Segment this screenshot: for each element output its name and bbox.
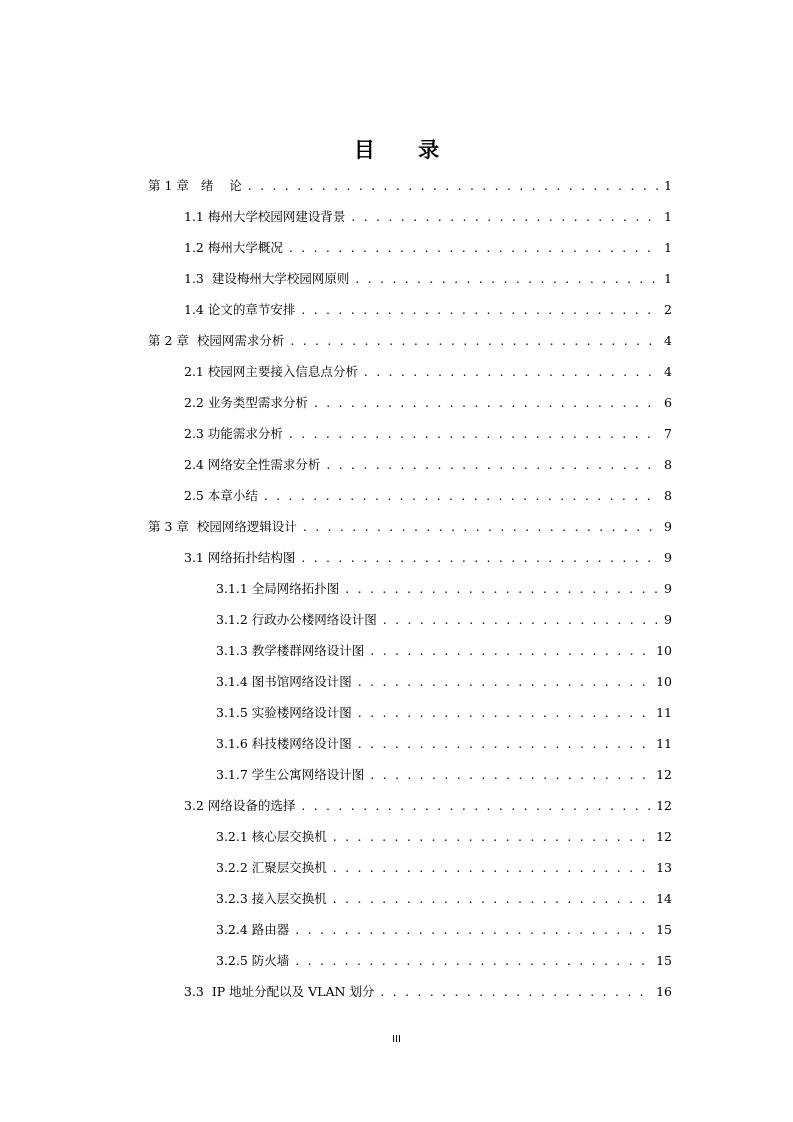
toc-entry[interactable]	[184, 362, 672, 382]
toc-entry[interactable]	[216, 579, 672, 599]
toc-entry[interactable]	[184, 424, 672, 444]
dot-leader	[333, 827, 650, 847]
dot-leader	[358, 703, 650, 723]
toc-entry[interactable]	[216, 703, 672, 723]
toc-entry-page: 6	[664, 395, 672, 410]
dot-leader	[333, 858, 650, 878]
toc-entry-label: 3.2.3 接入层交换机	[216, 891, 327, 906]
toc-entry-page: 11	[656, 705, 672, 720]
toc-entry[interactable]	[148, 176, 672, 196]
toc-entry-page: 9	[664, 519, 672, 534]
dot-leader	[355, 269, 658, 289]
dot-leader	[370, 641, 650, 661]
toc-entry[interactable]	[184, 207, 672, 227]
toc-entry-page: 8	[664, 488, 672, 503]
toc-entry-page: 4	[664, 333, 672, 348]
toc-entry[interactable]	[216, 951, 672, 971]
toc-entry-label: 1.1 梅州大学校园网建设背景	[184, 209, 346, 224]
toc-entry[interactable]	[184, 269, 672, 289]
dot-leader	[345, 579, 658, 599]
toc-entry[interactable]	[216, 920, 672, 940]
toc-entry-label: 3.1.5 实验楼网络设计图	[216, 705, 352, 720]
toc-entry-label: 第 1 章 绪 论	[148, 178, 242, 193]
toc-entry[interactable]	[216, 765, 672, 785]
toc-entry-page: 12	[656, 798, 672, 813]
toc-entry-label: 第 2 章 校园网需求分析	[148, 333, 285, 348]
toc-entry-page: 15	[656, 922, 672, 937]
toc-entry-page: 9	[664, 612, 672, 627]
dot-leader	[295, 920, 650, 940]
dot-leader	[351, 207, 658, 227]
toc-entry-page: 10	[656, 643, 672, 658]
dot-leader	[326, 455, 658, 475]
dot-leader	[289, 238, 658, 258]
dot-leader	[301, 300, 658, 320]
toc-entry-page: 10	[656, 674, 672, 689]
toc-entry[interactable]	[216, 641, 672, 661]
toc-entry-label: 第 3 章 校园网络逻辑设计	[148, 519, 297, 534]
toc-entry[interactable]	[148, 517, 672, 537]
toc-entry-label: 3.2.1 核心层交换机	[216, 829, 327, 844]
toc-entry-label: 3.3 IP 地址分配以及 VLAN 划分	[184, 984, 375, 999]
page-title: 目 录	[353, 138, 458, 162]
dot-leader	[383, 610, 658, 630]
dot-leader	[289, 424, 658, 444]
toc-entry[interactable]	[216, 610, 672, 630]
dot-leader	[380, 982, 650, 1002]
dot-leader	[264, 486, 658, 506]
dot-leader	[314, 393, 658, 413]
toc-entry-page: 8	[664, 457, 672, 472]
toc-entry-label: 2.3 功能需求分析	[184, 426, 283, 441]
toc-entry-page: 1	[664, 178, 672, 193]
toc-entry[interactable]	[184, 796, 672, 816]
toc-entry-page: 9	[664, 550, 672, 565]
toc-entry[interactable]	[184, 393, 672, 413]
toc-entry-page: 14	[656, 891, 672, 906]
toc-entry[interactable]	[216, 672, 672, 692]
toc-entry[interactable]	[216, 858, 672, 878]
dot-leader	[295, 951, 650, 971]
toc-entry-page: 7	[664, 426, 672, 441]
toc-entry[interactable]	[184, 982, 672, 1002]
toc-entry-label: 3.1.1 全局网络拓扑图	[216, 581, 340, 596]
toc-entry-label: 3.1 网络拓扑结构图	[184, 550, 296, 565]
dot-leader	[303, 517, 658, 537]
toc-entry-page: 15	[656, 953, 672, 968]
toc-entry-page: 13	[656, 860, 672, 875]
toc-entry[interactable]	[216, 734, 672, 754]
dot-leader	[248, 176, 658, 196]
toc-entry-label: 1.3 建设梅州大学校园网原则	[184, 271, 350, 286]
toc-entry-page: 2	[664, 302, 672, 317]
toc-entry[interactable]	[184, 300, 672, 320]
toc-entry-label: 3.1.7 学生公寓网络设计图	[216, 767, 365, 782]
toc-entry-page: 1	[664, 240, 672, 255]
toc-entry-label: 2.1 校园网主要接入信息点分析	[184, 364, 358, 379]
toc-entry-page: 12	[656, 829, 672, 844]
dot-leader	[358, 672, 650, 692]
dot-leader	[358, 734, 650, 754]
toc-entry-label: 3.1.3 教学楼群网络设计图	[216, 643, 365, 658]
toc-entry-label: 3.1.2 行政办公楼网络设计图	[216, 612, 377, 627]
toc-entry-label: 3.2.2 汇聚层交换机	[216, 860, 327, 875]
toc-entry-page: 9	[664, 581, 672, 596]
toc-entry[interactable]	[184, 455, 672, 475]
toc-entry-label: 3.2.5 防火墙	[216, 953, 290, 968]
dot-leader	[364, 362, 658, 382]
page-number-footer: III	[392, 1034, 401, 1045]
toc-entry-label: 3.2.4 路由器	[216, 922, 290, 937]
dot-leader	[333, 889, 650, 909]
toc-entry-page: 16	[656, 984, 672, 999]
toc-entry-label: 3.1.4 图书馆网络设计图	[216, 674, 352, 689]
toc-entry[interactable]	[148, 331, 672, 351]
toc-entry-label: 1.2 梅州大学概况	[184, 240, 283, 255]
toc-entry-page: 1	[664, 271, 672, 286]
toc-entry-page: 12	[656, 767, 672, 782]
toc-entry-label: 2.2 业务类型需求分析	[184, 395, 308, 410]
toc-entry[interactable]	[184, 486, 672, 506]
toc-entry-label: 3.1.6 科技楼网络设计图	[216, 736, 352, 751]
dot-leader	[301, 548, 658, 568]
toc-entry[interactable]	[184, 548, 672, 568]
toc-entry-page: 11	[656, 736, 672, 751]
dot-leader	[290, 331, 658, 351]
toc-entry-label: 2.5 本章小结	[184, 488, 258, 503]
toc-entry-label: 1.4 论文的章节安排	[184, 302, 296, 317]
toc-entry-label: 3.2 网络设备的选择	[184, 798, 296, 813]
toc-entry-page: 1	[664, 209, 672, 224]
toc-entry-page: 4	[664, 364, 672, 379]
toc-entry[interactable]	[216, 889, 672, 909]
dot-leader	[301, 796, 650, 816]
toc-entry-label: 2.4 网络安全性需求分析	[184, 457, 321, 472]
toc-entry[interactable]	[216, 827, 672, 847]
dot-leader	[370, 765, 650, 785]
toc-entry[interactable]	[184, 238, 672, 258]
